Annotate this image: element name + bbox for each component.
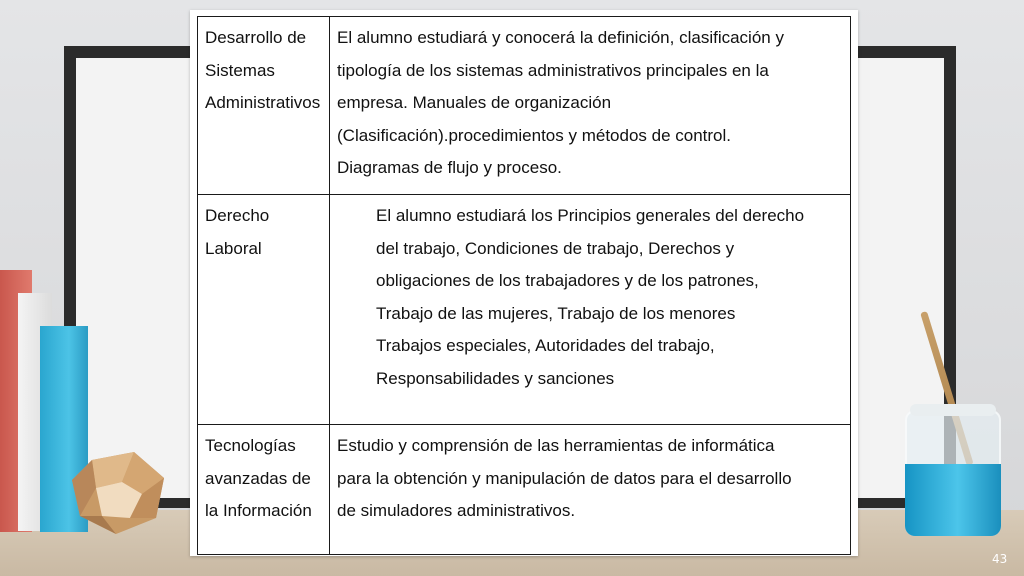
- subject-line: Sistemas: [205, 60, 275, 80]
- description-line: obligaciones de los trabajadores y de los patrones,: [376, 271, 759, 290]
- table-row: [198, 17, 851, 195]
- description-line: Trabajos especiales, Autoridades del trabajo,: [376, 336, 715, 355]
- subject-cell: [198, 195, 330, 425]
- description-cell: [330, 17, 851, 195]
- description-cell: [330, 195, 851, 425]
- subject-line: Tecnologías: [205, 436, 296, 455]
- document-sheet: [190, 10, 858, 556]
- description-line: Diagramas de flujo y proceso.: [337, 158, 562, 177]
- subject-cell: [198, 425, 330, 555]
- description-line: (Clasificación).procedimientos y métodos de control.: [337, 125, 732, 145]
- subject-line: avanzadas de: [205, 468, 311, 488]
- subject-line: Desarrollo de: [205, 28, 307, 47]
- subjects-table: [197, 16, 851, 555]
- description-line: de simuladores administrativos.: [337, 501, 576, 520]
- subject-line: Derecho: [205, 206, 270, 225]
- description-line: Estudio y comprensión de las herramientas de informática: [337, 436, 775, 455]
- description-line: El alumno estudiará los Principios generales del derecho: [376, 206, 805, 225]
- subject-line: Laboral: [205, 238, 262, 258]
- subject-cell: [198, 17, 330, 195]
- description-line: El alumno estudiará y conocerá la definición, clasificación y: [337, 28, 784, 47]
- description-line: empresa. Manuales de organización: [337, 93, 612, 112]
- page-number: 43: [992, 552, 1008, 566]
- jar-water: [905, 464, 1001, 536]
- description-line: para la obtención y manipulación de datos para el desarrollo: [337, 468, 792, 488]
- description-line: tipología de los sistemas administrativos principales en la: [337, 60, 769, 80]
- subject-line: Administrativos: [205, 93, 321, 112]
- jar-rim: [910, 404, 996, 416]
- description-cell: [330, 425, 851, 555]
- wooden-polyhedron: [72, 452, 170, 534]
- description-line: Trabajo de las mujeres, Trabajo de los menores: [376, 303, 736, 323]
- description-line: del trabajo, Condiciones de trabajo, Derechos y: [376, 238, 735, 258]
- subject-line: la Información: [205, 501, 312, 520]
- glass-jar: [905, 410, 1001, 536]
- table-row: [198, 425, 851, 555]
- description-line: Responsabilidades y sanciones: [376, 368, 615, 388]
- table-row: [198, 195, 851, 425]
